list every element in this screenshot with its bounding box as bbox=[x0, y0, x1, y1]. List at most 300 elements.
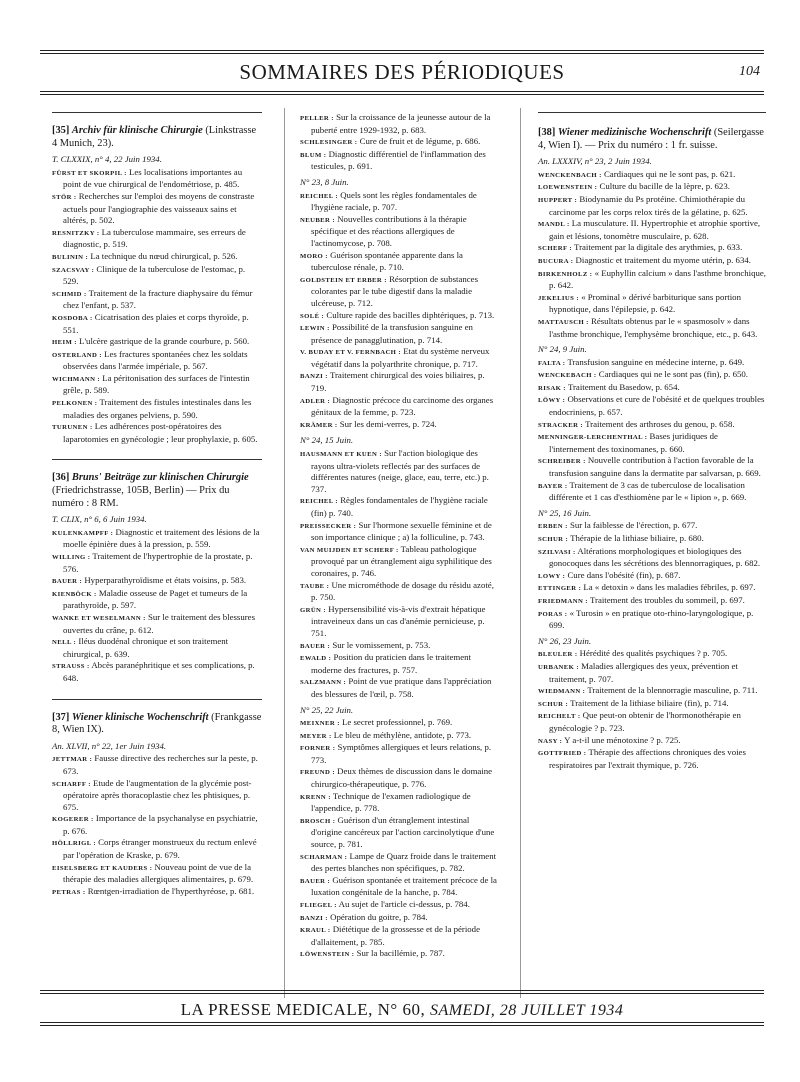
article-entry bbox=[52, 753, 262, 777]
article-entry bbox=[300, 419, 502, 432]
article-entry bbox=[300, 948, 502, 961]
article-title: Hérédité des qualités psychiques ? p. 705. bbox=[579, 648, 728, 659]
article-title: Sur les demi-verres, p. 724. bbox=[339, 418, 437, 429]
article-title: Bases juridiques de l'internement des toxinomanes, p. 660. bbox=[549, 431, 718, 454]
article-author: PELLER : bbox=[300, 115, 334, 122]
article-entry bbox=[52, 636, 262, 660]
article-entry bbox=[52, 612, 262, 636]
article-title: Diagnostic précoce du carcinome des organes génitaux de la femme, p. 723. bbox=[311, 394, 494, 418]
article-author: BIRKENHOLZ : bbox=[538, 270, 593, 278]
article-author: PETRAS : bbox=[52, 888, 86, 896]
article-author: PORAS : bbox=[538, 610, 568, 618]
article-entry bbox=[300, 395, 502, 419]
article-entry bbox=[300, 322, 502, 346]
article-author: EISELSBERG ET KAUDERS : bbox=[52, 864, 153, 872]
article-entry bbox=[300, 250, 502, 274]
article-entry bbox=[538, 268, 766, 292]
article-title: Deux thèmes de discussion dans le domaine chirurgico-thérapeutique, p. 776. bbox=[311, 766, 493, 790]
article-title: Traitement de la lithiase biliaire (fin), p. 714. bbox=[570, 697, 729, 708]
article-entry bbox=[538, 582, 766, 595]
article-entry bbox=[300, 652, 502, 676]
article-title: Corps étranger monstrueux du rectum enlevé par l'opération de Kraske, p. 679. bbox=[63, 837, 257, 861]
article-entry bbox=[538, 570, 766, 583]
article-title: Traitement des fistules intestinales dans les maladies des organes pelviens, p. 590. bbox=[63, 397, 252, 420]
article-author: FALTA : bbox=[538, 359, 566, 367]
article-title: Observations et cure de l'obésité et de quelques troubles endocriniens, p. 657. bbox=[549, 394, 765, 418]
article-title: Diagnostic et traitement des lésions de la moelle épinière dues à la pression, p. 559. bbox=[63, 526, 260, 550]
article-author: NASY : bbox=[538, 737, 563, 745]
article-title: Traitement chirurgical des voies biliaires, p. 719. bbox=[311, 370, 485, 394]
article-title: Cardiaques qui ne le sont pas (fin), p. 650. bbox=[598, 369, 748, 380]
journal-address: (Linkstrasse 4 Munich, 23). bbox=[52, 125, 257, 149]
journal-name: Archiv für klinische Chirurgie bbox=[71, 125, 203, 136]
article-author: WILLING : bbox=[52, 554, 91, 561]
article-author: KIENBÖCK : bbox=[52, 590, 97, 598]
article-title: Le secret professionnel, p. 769. bbox=[342, 717, 453, 728]
article-entry bbox=[300, 815, 502, 851]
article-entry bbox=[300, 899, 502, 912]
column-divider bbox=[520, 108, 521, 998]
article-title: Les localisations importantes au point de vue chirurgical de l'endométriose, p. 485. bbox=[63, 166, 243, 190]
article-author: BLEULER : bbox=[538, 651, 578, 659]
article-entry bbox=[52, 778, 262, 814]
article-entry bbox=[538, 255, 766, 268]
article-title: Cure dans l'obésité (fin), p. 687. bbox=[567, 569, 681, 580]
article-author: FREUND : bbox=[300, 769, 335, 777]
article-title: La « detoxin » dans les maladies fébriles, p. 697. bbox=[583, 582, 756, 593]
article-title: Fausse directive des recherches sur la peste, p. 673. bbox=[63, 753, 258, 776]
article-title: Traitement par la digitale des arythmies, p. 633. bbox=[574, 242, 743, 253]
article-author: HÖLLRIGL : bbox=[52, 840, 96, 848]
article-entry bbox=[538, 419, 766, 432]
article-title: Traitement du Basedow, p. 654. bbox=[567, 381, 680, 392]
article-title: Symptômes allergiques et leurs relations, p. 773. bbox=[311, 742, 492, 765]
section-rule bbox=[52, 699, 262, 700]
article-title: Sur l'action biologique des rayons ultra-violets reflectés par des surfaces de différentes natures (neige, glace, eau, terre, etc.) p. 737. bbox=[311, 448, 489, 494]
article-author: PREISSECKER : bbox=[300, 522, 357, 530]
article-title: Sur la faiblesse de l'érection, p. 677. bbox=[569, 520, 698, 531]
article-entry bbox=[52, 837, 262, 861]
issue-heading: N° 26, 23 Juin. bbox=[538, 635, 592, 646]
article-title: Maladie osseuse de Paget et tumeurs de la parathyroïde, p. 597. bbox=[63, 587, 248, 611]
article-author: HAUSMANN ET KUEN : bbox=[300, 451, 382, 459]
article-author: SOLÉ : bbox=[300, 312, 325, 320]
article-title: Traitement des arthroses du genou, p. 658. bbox=[585, 418, 735, 429]
article-entry bbox=[538, 685, 766, 698]
article-title: Guérison spontanée apparente dans la tuberculose rénale, p. 710. bbox=[311, 249, 463, 273]
article-title: Altérations morphologiques et biologiques des gonocoques dans les sécrétions des blennorragiques, p. 682. bbox=[549, 545, 761, 569]
article-entry bbox=[52, 660, 262, 684]
article-author: ADLER : bbox=[300, 397, 331, 405]
article-author: MORO : bbox=[300, 252, 328, 260]
article-title: Sur la bacillémie, p. 787. bbox=[356, 948, 445, 959]
article-author: OSTERLAND : bbox=[52, 351, 102, 359]
issue-heading: N° 24, 15 Juin. bbox=[300, 435, 354, 446]
article-title: La musculature. II. Hypertrophie et atrophie sportive, gain et lésions, tonomètre musculaire, p. 628. bbox=[549, 218, 761, 241]
article-author: PELKONEN : bbox=[52, 400, 98, 408]
article-entry bbox=[300, 851, 502, 875]
article-author: BUCURA : bbox=[538, 257, 574, 265]
page-number: 104 bbox=[739, 64, 760, 79]
article-entry bbox=[538, 533, 766, 546]
article-author: FORNER : bbox=[300, 745, 336, 753]
article-entry bbox=[538, 747, 766, 771]
article-entry bbox=[538, 735, 766, 748]
article-entry bbox=[300, 766, 502, 790]
article-entry bbox=[538, 608, 766, 632]
article-entry bbox=[300, 676, 502, 700]
article-entry bbox=[300, 346, 502, 370]
article-author: BAUER : bbox=[300, 642, 331, 650]
article-entry bbox=[52, 588, 262, 612]
article-title: Position du praticien dans le traitement moderne des fractures, p. 757. bbox=[311, 652, 471, 675]
article-title: Sur le vomissement, p. 753. bbox=[332, 639, 431, 650]
issue-heading: An. LXXXIV, n° 23, 2 Juin 1934. bbox=[538, 156, 652, 167]
article-entry bbox=[52, 251, 262, 264]
article-title: Une microméthode de dosage du résidu azoté, p. 750. bbox=[311, 579, 494, 603]
article-entry bbox=[300, 112, 502, 136]
article-title: Technique de l'examen radiologique de l'appendice, p. 778. bbox=[311, 790, 471, 814]
issue-heading: N° 23, 8 Juin. bbox=[300, 176, 349, 187]
article-author: SZILVASI : bbox=[538, 548, 576, 556]
article-author: STRACKER : bbox=[538, 421, 584, 429]
article-entry bbox=[538, 316, 766, 340]
section-rule bbox=[52, 459, 262, 460]
article-author: RISAK : bbox=[538, 384, 566, 392]
article-title: « Turosin » en pratique oto-rhino-laryngologique, p. 699. bbox=[549, 607, 754, 631]
article-entry bbox=[300, 190, 502, 214]
article-title: Tableau pathologique provoqué par un étranglement aigu syphilitique des coronaires, p. 746. bbox=[311, 543, 492, 578]
article-entry bbox=[52, 336, 262, 349]
article-author: GRÜN : bbox=[300, 606, 326, 614]
issue-heading: N° 25, 16 Juin. bbox=[538, 507, 592, 518]
article-entry bbox=[300, 448, 502, 495]
article-author: VAN MUIJDEN ET SCHERF : bbox=[300, 546, 399, 554]
article-author: SCHARMAN : bbox=[300, 853, 348, 861]
article-author: HUPPERT : bbox=[538, 196, 578, 204]
journal-address: (Frankgasse 8, Wien IX). bbox=[52, 711, 262, 736]
journal-number: [38] bbox=[538, 127, 556, 138]
article-title: Nouveau point de vue de la thérapie des maladies allergiques alimentaires, p. 679. bbox=[63, 861, 254, 885]
article-entry bbox=[300, 791, 502, 815]
article-title: Culture du bacille de la lèpre, p. 623. bbox=[599, 181, 730, 192]
article-title: Thérapie de la lithiase biliaire, p. 680. bbox=[570, 533, 704, 543]
article-entry bbox=[300, 544, 502, 580]
article-entry bbox=[300, 580, 502, 604]
article-author: LÖWY : bbox=[538, 397, 566, 405]
article-author: BULININ : bbox=[52, 253, 89, 261]
article-author: LOEWENSTEIN : bbox=[538, 184, 598, 192]
article-title: La tuberculose mammaire, ses erreurs de diagnostic, p. 519. bbox=[63, 226, 246, 250]
article-title: Règles fondamentales de l'hygiène raciale (fin) p. 740. bbox=[311, 495, 488, 518]
article-author: LÖWENSTEIN : bbox=[300, 951, 355, 959]
article-title: Etude de l'augmentation de la glycémie post-opératoire après thoracoplastie chez les phtisiques, p. 675. bbox=[63, 777, 252, 812]
article-entry bbox=[52, 397, 262, 421]
article-entry bbox=[538, 292, 766, 316]
article-entry bbox=[52, 813, 262, 837]
page-footer bbox=[40, 1000, 764, 1020]
article-entry bbox=[538, 357, 766, 370]
article-author: LEWIN : bbox=[300, 325, 330, 333]
article-entry bbox=[538, 382, 766, 395]
article-entry bbox=[538, 431, 766, 455]
article-entry bbox=[52, 862, 262, 886]
article-entry bbox=[300, 924, 502, 948]
article-title: Y a-t-il une ménotoxine ? p. 725. bbox=[564, 734, 681, 745]
article-title: Sur la croissance de la jeunesse autour de la puberté entre 1929-1932, p. 683. bbox=[311, 112, 491, 135]
issue-heading: T. CLXXIX, n° 4, 22 Juin 1934. bbox=[52, 154, 162, 165]
article-author: BROSCH : bbox=[300, 817, 336, 825]
article-author: KOSDOBA : bbox=[52, 314, 93, 322]
article-title: Cure de fruit et de légume, p. 686. bbox=[359, 136, 481, 147]
article-author: FRIEDMANN : bbox=[538, 597, 588, 605]
article-title: Recherches sur l'emploi des moyens de constraste actuels pour l'angiographie des vaisseaux sains et altérés, p. 502. bbox=[63, 190, 255, 226]
article-title: Possibilité de la transfusion sanguine en présence de panagglutination, p. 714. bbox=[311, 322, 473, 345]
article-title: Maladies allergiques des yeux, prévention et traitement, p. 707. bbox=[549, 660, 738, 684]
column-middle bbox=[300, 112, 502, 961]
article-author: LOWY : bbox=[538, 572, 566, 580]
article-entry bbox=[300, 640, 502, 653]
article-author: BAYER : bbox=[538, 482, 568, 490]
article-author: BANZI : bbox=[300, 373, 328, 381]
article-author: SCHARFF : bbox=[52, 780, 91, 788]
article-title: Cardiaques qui ne le sont pas, p. 621. bbox=[603, 168, 736, 179]
article-author: STÖR : bbox=[52, 193, 77, 201]
article-author: JEKELIUS : bbox=[538, 294, 579, 302]
article-author: SCHUR : bbox=[538, 700, 569, 708]
article-title: Le bleu de méthylène, antidote, p. 773. bbox=[333, 729, 472, 740]
article-entry bbox=[300, 370, 502, 394]
article-entry bbox=[538, 480, 766, 504]
article-entry bbox=[538, 520, 766, 533]
article-entry bbox=[300, 520, 502, 544]
article-author: FÜRST ET SKORPIL : bbox=[52, 169, 127, 177]
page-title: SOMMAIRES DES PÉRIODIQUES bbox=[239, 60, 565, 84]
article-title: Etat du système nerveux végétatif dans la polyarthrite chronique, p. 717. bbox=[311, 346, 490, 369]
article-title: Les fractures spontanées chez les soldats observées dans l'armée impériale, p. 567. bbox=[63, 348, 248, 372]
column-divider bbox=[284, 108, 285, 998]
article-title: Sur le traitement des blessures ouvertes du crâne, p. 612. bbox=[63, 611, 255, 635]
article-author: REICHEL : bbox=[300, 498, 338, 506]
article-author: WANKE ET WESELMANN : bbox=[52, 614, 146, 622]
article-author: MANDL : bbox=[538, 221, 570, 229]
article-author: KRÄMER : bbox=[300, 421, 338, 429]
article-title: La péritonisation des surfaces de l'intestin grêle, p. 589. bbox=[63, 372, 250, 396]
article-author: SCHREIBER : bbox=[538, 458, 586, 466]
article-author: NEUBER : bbox=[300, 216, 335, 224]
article-author: WIEDMANN : bbox=[538, 688, 586, 696]
article-title: Abcès paranéphritique et ses complications, p. 648. bbox=[63, 660, 255, 683]
article-title: Nouvelle contribution à l'action favorable de la transfusion sanguine dans la dermatite par salvarsan, p. 669. bbox=[549, 455, 761, 479]
article-title: Diagnostic différentiel de l'inflammation des testicules, p. 691. bbox=[311, 148, 486, 172]
article-title: Point de vue pratique dans l'appréciation des blessures de l'œil, p. 758. bbox=[311, 676, 492, 699]
article-author: JETTMAR : bbox=[52, 756, 93, 764]
article-title: Culture rapide des bacilles diphtériques, p. 713. bbox=[326, 309, 495, 320]
article-title: Hyperparathyroïdisme et états voisins, p. 583. bbox=[84, 575, 247, 586]
journal-heading bbox=[52, 712, 262, 737]
article-entry bbox=[538, 710, 766, 734]
journal-heading bbox=[52, 125, 262, 150]
article-author: V. BUDAY ET V. FERNBACH : bbox=[300, 349, 401, 357]
article-title: Biodynamie du Ps protéine. Chimiothérapie du carcinome par les corps relox tirés de la gélatine, p. 625. bbox=[549, 193, 748, 217]
article-entry bbox=[52, 288, 262, 312]
article-title: Guérison spontanée et traitement précoce de la luxation congénitale de la hanche, p. 784. bbox=[311, 874, 497, 898]
article-title: Cicatrisation des plaies et corps thyroïde, p. 551. bbox=[63, 311, 249, 335]
article-title: Importance de la psychanalyse en psychiatrie, p. 676. bbox=[63, 813, 258, 836]
article-entry bbox=[52, 227, 262, 251]
article-author: ERBEN : bbox=[538, 523, 568, 531]
article-title: Guérison d'un étranglement intestinal d'origine cancéreux par l'action carcinolytique d'une source, p. 781. bbox=[311, 814, 495, 850]
article-entry bbox=[52, 421, 262, 445]
article-title: Nouvelles contributions à la thérapie spécifique et des réactions allergiques de l'actinomycose, p. 708. bbox=[311, 213, 467, 248]
article-entry bbox=[300, 912, 502, 925]
journal-name: Bruns' Beiträge zur klinischen Chirurgie bbox=[71, 472, 249, 484]
article-entry bbox=[52, 575, 262, 588]
article-author: KOGERER : bbox=[52, 816, 94, 824]
article-author: SCHUR : bbox=[538, 536, 569, 543]
article-title: Résorption de substances colorantes par le tube digestif dans la maladie ulcéreuse, p. 712. bbox=[311, 273, 478, 308]
article-entry bbox=[300, 875, 502, 899]
article-title: Diagnostic et traitement du myome utérin, p. 634. bbox=[575, 254, 751, 265]
article-author: TURUNEN : bbox=[52, 424, 93, 432]
article-author: URBANEK : bbox=[538, 663, 579, 671]
article-entry bbox=[538, 218, 766, 242]
article-entry bbox=[300, 717, 502, 730]
journal-heading bbox=[52, 472, 262, 510]
article-author: MENNINGER-LERCHENTHAL : bbox=[538, 434, 648, 442]
footer-date: SAMEDI, 28 JUILLET 1934 bbox=[429, 1002, 624, 1019]
article-author: WICHMANN : bbox=[52, 375, 101, 383]
article-title: Que peut-on obtenir de l'hormonothérapie en gynécologie ? p. 723. bbox=[549, 710, 741, 733]
article-title: Thérapie des affections chroniques des voies respiratoires par l'extrait thymique, p. 726. bbox=[549, 747, 746, 770]
article-entry bbox=[538, 369, 766, 382]
article-author: NELL : bbox=[52, 639, 77, 647]
article-title: Quels sont les règles fondamentales de l'hygiène raciale, p. 707. bbox=[311, 189, 477, 213]
article-author: WENCKENBACH : bbox=[538, 171, 602, 179]
article-title: Iléus duodénal chronique et son traitement chirurgical, p. 639. bbox=[63, 636, 229, 659]
article-entry bbox=[538, 661, 766, 685]
article-author: FLIEGEL : bbox=[300, 902, 337, 909]
article-entry bbox=[300, 604, 502, 640]
issue-heading: N° 25, 22 Juin. bbox=[300, 704, 354, 715]
article-title: Hypersensibilité vis-à-vis d'extrait hépatique intraveineux dans un cas d'anémie pernicieuse, p. 751. bbox=[311, 603, 486, 638]
article-entry bbox=[52, 312, 262, 336]
article-entry bbox=[538, 242, 766, 255]
journal-number: [35] bbox=[52, 125, 70, 136]
article-entry bbox=[538, 194, 766, 218]
issue-heading: An. XLVII, n° 22, 1er Juin 1934. bbox=[52, 740, 167, 751]
article-title: Traitement de la blennorragie masculine, p. 711. bbox=[587, 685, 758, 696]
journal-name: Wiener klinische Wochenschrift bbox=[71, 711, 209, 723]
article-author: GOTTFRIED : bbox=[538, 750, 587, 758]
article-author: EWALD : bbox=[300, 655, 332, 663]
issue-heading: N° 24, 9 Juin. bbox=[538, 344, 587, 355]
article-author: MEIXNER : bbox=[300, 720, 340, 728]
article-title: L'ulcère gastrique de la grande courbure, p. 560. bbox=[79, 336, 250, 347]
article-entry bbox=[300, 310, 502, 323]
article-entry bbox=[52, 167, 262, 191]
article-entry bbox=[300, 742, 502, 766]
journal-address: (Friedrichstrasse, 105B, Berlin) — Prix du numéro : 8 RM. bbox=[52, 485, 230, 509]
article-title: Traitement des troubles du sommeil, p. 697. bbox=[589, 594, 745, 605]
article-author: SZACSVAY : bbox=[52, 266, 95, 274]
article-entry bbox=[52, 264, 262, 288]
article-author: REICHELT : bbox=[538, 713, 581, 721]
article-entry bbox=[52, 349, 262, 373]
article-entry bbox=[538, 169, 766, 182]
article-author: WENCKEBACH : bbox=[538, 372, 597, 380]
article-title: Rœntgen-irradiation de l'hyperthyréose, p. 681. bbox=[87, 885, 255, 896]
column-right bbox=[538, 112, 766, 771]
article-title: Les adhérences post-opératoires des laparotomies en gynécologie ; leur prophylaxie, p. 605. bbox=[63, 421, 258, 444]
article-author: BAUER : bbox=[52, 578, 83, 586]
article-author: SCHMID : bbox=[52, 290, 87, 298]
article-entry bbox=[300, 149, 502, 173]
footer-publication: LA PRESSE MEDICALE, N° 60, bbox=[180, 1000, 426, 1019]
article-author: KULENKAMPFF : bbox=[52, 529, 114, 537]
journal-number: [36] bbox=[52, 472, 70, 484]
article-entry bbox=[52, 527, 262, 551]
article-entry bbox=[538, 648, 766, 661]
article-author: BANZI : bbox=[300, 914, 328, 922]
journal-name: Wiener medizinische Wochenschrift bbox=[557, 127, 712, 138]
journal-address: (Seilergasse 4, Wien I). — Prix du numéro : 1 fr. suisse. bbox=[538, 127, 764, 151]
article-entry bbox=[538, 181, 766, 194]
article-author: MATTAUSCH : bbox=[538, 318, 589, 326]
article-entry bbox=[300, 495, 502, 519]
column-left bbox=[52, 112, 262, 898]
article-entry bbox=[538, 455, 766, 479]
article-title: Lampe de Quarz froide dans le traitement des pertes blanches non spécifiques, p. 782. bbox=[311, 850, 497, 874]
article-title: Résultats obtenus par le « spasmosolv » dans l'asthme bronchique, l'emphysème bronchique, etc., p. 643. bbox=[549, 315, 758, 339]
article-author: SCHLESINGER : bbox=[300, 139, 358, 147]
article-author: SCHERF : bbox=[538, 245, 572, 253]
article-title: La technique du nœud chirurgical, p. 526. bbox=[90, 250, 238, 261]
article-author: STRAUSS : bbox=[52, 663, 90, 671]
issue-heading: T. CLIX, n° 6, 6 Juin 1934. bbox=[52, 514, 147, 525]
article-title: Opération du goitre, p. 784. bbox=[330, 911, 428, 922]
article-author: ETTINGER : bbox=[538, 585, 582, 593]
journal-heading bbox=[538, 127, 766, 152]
article-author: BAUER : bbox=[300, 877, 331, 885]
article-entry bbox=[538, 595, 766, 608]
article-title: Diététique de la grossesse et de la période d'allaitement, p. 785. bbox=[311, 924, 480, 947]
article-author: SALZMANN : bbox=[300, 679, 347, 687]
article-title: Transfusion sanguine en médecine interne, p. 649. bbox=[567, 356, 745, 367]
article-title: Traitement de 3 cas de tuberculose de localisation différente et 1 cas d'esthiomène par le « lipion », p. 669. bbox=[549, 479, 747, 503]
journal-number: [37] bbox=[52, 711, 70, 723]
article-title: Traitement de l'hypertrophie de la prostate, p. 576. bbox=[63, 551, 253, 574]
article-title: « Euphyllin calcium » dans l'asthme bronchique, p. 642. bbox=[549, 267, 767, 291]
article-author: KRAUL : bbox=[300, 927, 331, 935]
article-entry bbox=[538, 546, 766, 570]
article-author: KRENN : bbox=[300, 793, 331, 801]
article-author: GOLDSTEIN ET ERBER : bbox=[300, 276, 387, 284]
article-author: MEYER : bbox=[300, 732, 332, 740]
article-entry bbox=[300, 214, 502, 250]
article-author: TAUBE : bbox=[300, 582, 330, 590]
article-title: « Prominal » dérivé barbiturique sans portion hypnotique, dans l'épilepsie, p. 642. bbox=[549, 291, 741, 315]
article-title: Traitement de la fracture diaphysaire du fémur chez l'enfant, p. 537. bbox=[63, 287, 253, 311]
article-entry bbox=[300, 730, 502, 743]
article-author: RESNITZKY : bbox=[52, 229, 100, 237]
article-author: HEIM : bbox=[52, 339, 77, 347]
article-entry bbox=[538, 394, 766, 418]
article-title: Au sujet de l'article ci-dessus, p. 784. bbox=[338, 899, 470, 909]
article-entry bbox=[300, 274, 502, 310]
article-entry bbox=[52, 551, 262, 575]
article-entry bbox=[52, 373, 262, 397]
